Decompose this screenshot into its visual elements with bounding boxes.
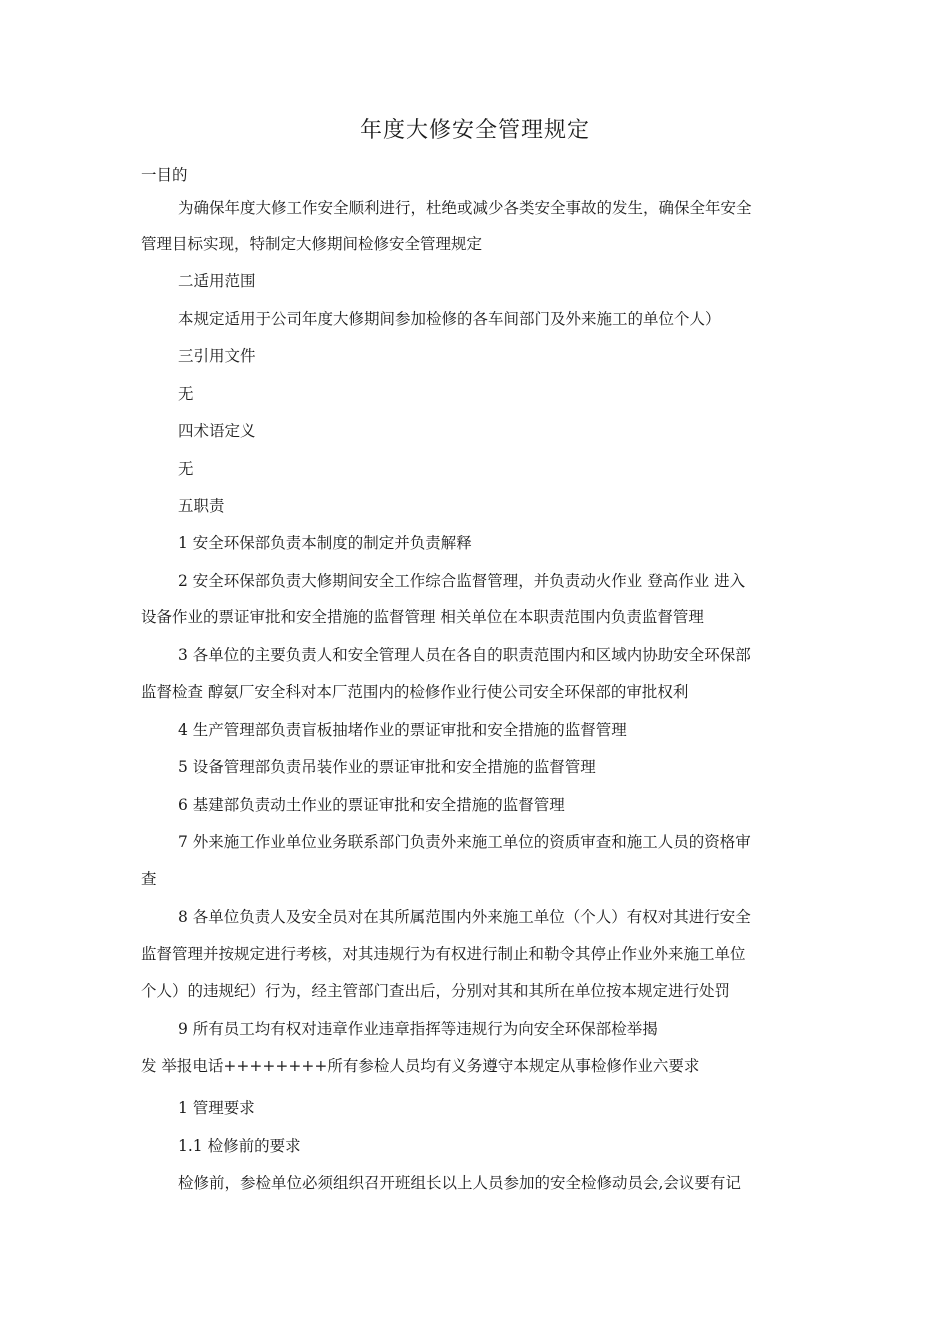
paragraph-line: 8 各单位负责人及安全员对在其所属范围内外来施工单位（个人）有权对其进行安全 [178,908,751,926]
paragraph-line: 7 外来施工作业单位业务联系部门负责外来施工单位的资质审查和施工人员的资格审 [178,833,751,851]
section-heading-pre-maintenance: 1.1 检修前的要求 [178,1137,301,1155]
paragraph-line: 3 各单位的主要负责人和安全管理人员在各自的职责范围内和区域内协助安全环保部 [178,646,751,664]
paragraph-line: 2 安全环保部负责大修期间安全工作综合监督管理，并负责动火作业 登高作业 进入 [178,572,746,590]
paragraph-line: 4 生产管理部负责盲板抽堵作业的票证审批和安全措施的监督管理 [178,721,627,739]
paragraph-line: 6 基建部负责动土作业的票证审批和安全措施的监督管理 [178,796,565,814]
paragraph-line: 发 举报电话++++++++所有参检人员均有义务遵守本规定从事检修作业六要求 [141,1057,700,1075]
paragraph-line: 设备作业的票证审批和安全措施的监督管理 相关单位在本职责范围内负责监督管理 [141,608,704,626]
section-heading-purpose: 一目的 [141,166,188,184]
section-heading-definitions: 四术语定义 [178,422,256,440]
paragraph-line: 1 安全环保部负责本制度的制定并负责解释 [178,534,472,552]
document-title: 年度大修安全管理规定 [359,118,590,143]
paragraph-line: 监督管理并按规定进行考核，对其违规行为有权进行制止和勒令其停止作业外来施工单位 [141,945,746,963]
section-heading-references: 三引用文件 [178,347,256,365]
paragraph-line: 为确保年度大修工作安全顺利进行，杜绝或减少各类安全事故的发生，确保全年安全 [178,199,752,217]
paragraph-line: 9 所有员工均有权对违章作业违章指挥等违规行为向安全环保部检举揭 [178,1020,658,1038]
paragraph-line: 5 设备管理部负责吊装作业的票证审批和安全措施的监督管理 [178,758,596,776]
paragraph-line: 个人）的违规纪）行为，经主管部门查出后，分别对其和其所在单位按本规定进行处罚 [141,982,731,1000]
paragraph-line: 无 [178,385,194,403]
paragraph-line: 查 [141,870,157,888]
paragraph-line: 本规定适用于公司年度大修期间参加检修的各车间部门及外来施工的单位个人） [178,310,721,328]
paragraph-line: 管理目标实现，特制定大修期间检修安全管理规定 [141,235,483,253]
paragraph-line: 无 [178,460,194,478]
paragraph-line: 监督检查 醇氨厂安全科对本厂范围内的检修作业行使公司安全环保部的审批权利 [141,683,689,701]
section-heading-management: 1 管理要求 [178,1099,255,1117]
section-heading-scope: 二适用范围 [178,272,256,290]
paragraph-line: 检修前，参检单位必须组织召开班组长以上人员参加的安全检修动员会,会议要有记 [178,1174,741,1192]
section-heading-duties: 五职责 [178,497,225,515]
